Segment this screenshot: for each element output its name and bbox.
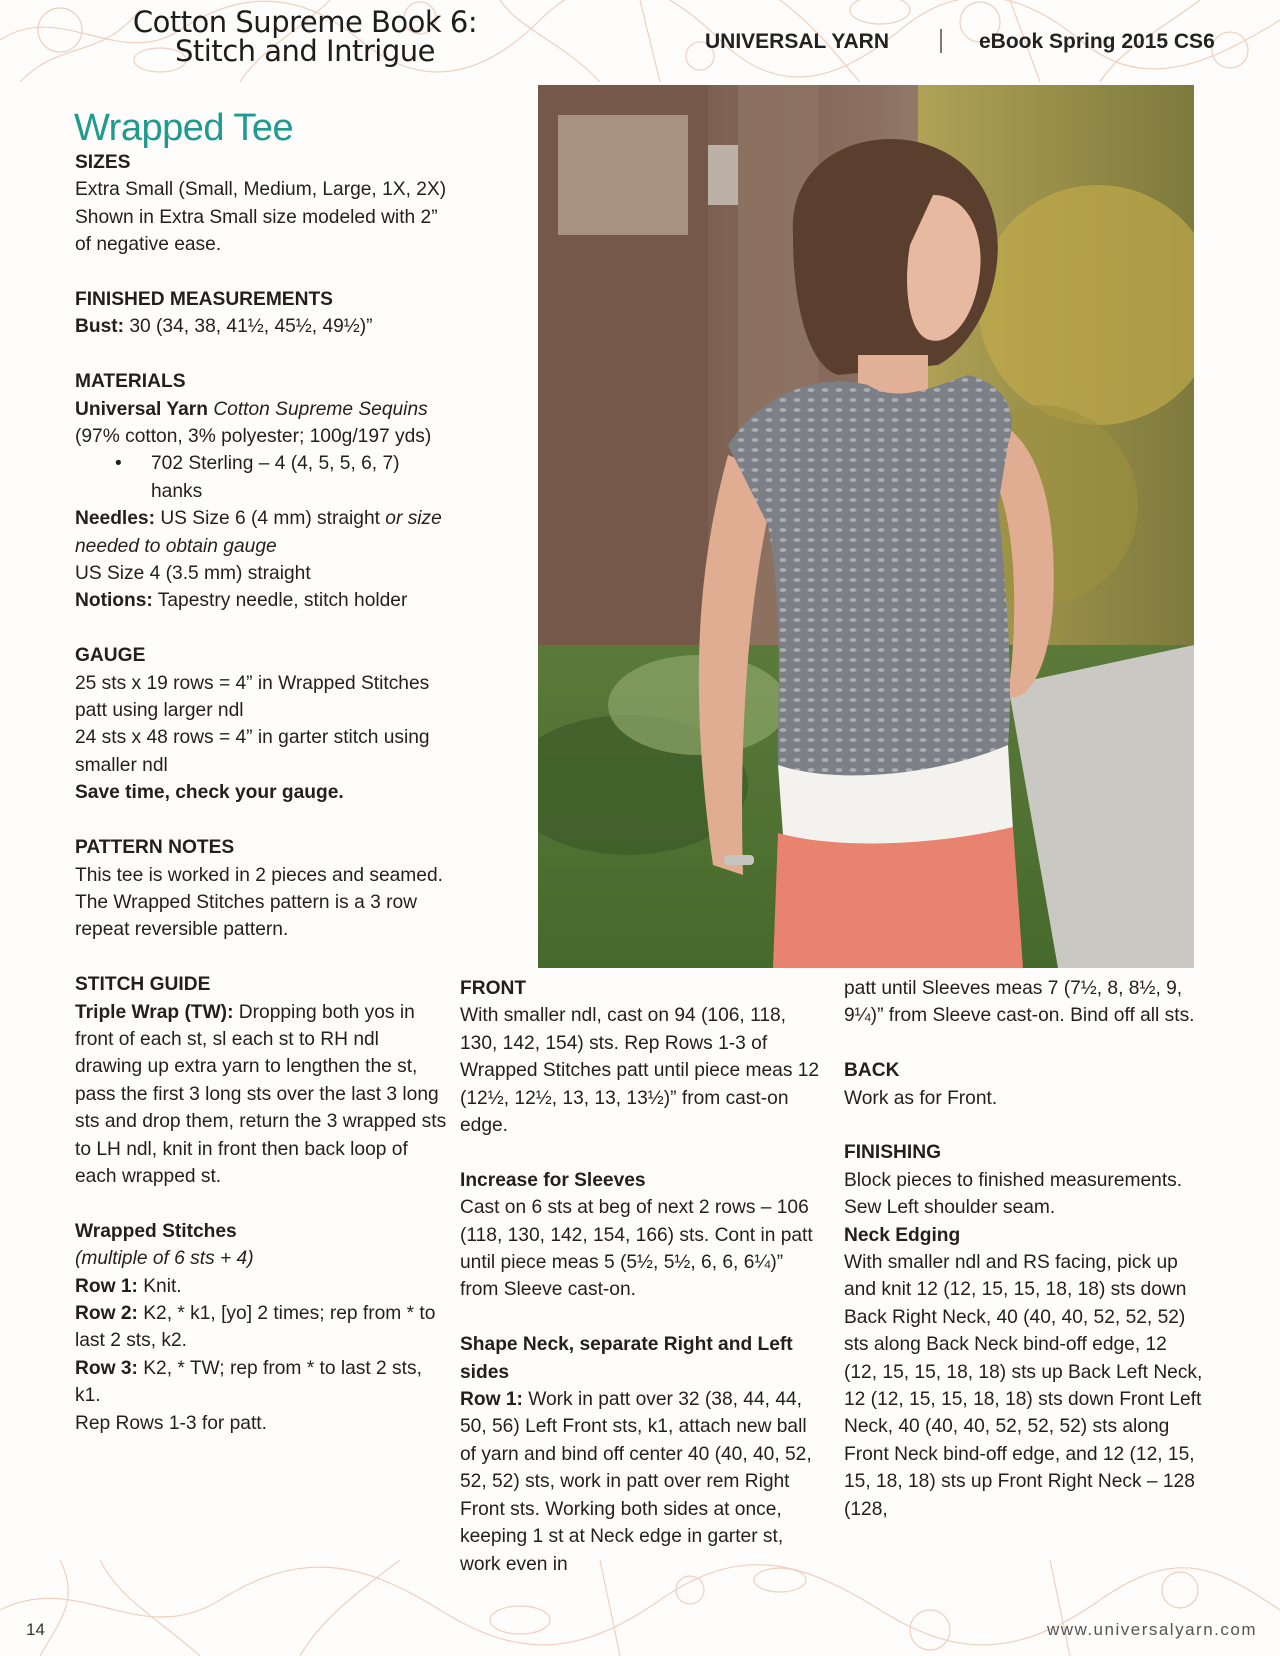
back-heading: BACK (844, 1060, 900, 1082)
website-link[interactable]: www.universalyarn.com (1046, 1620, 1257, 1639)
needles-value: US Size 6 (4 mm) straight (154, 508, 386, 530)
row-label: Row 2: (75, 1302, 138, 1324)
repeat-instruction: Rep Rows 1-3 for patt. (75, 1412, 267, 1434)
shape-neck-heading: Shape Neck, separate Right and Left sides (460, 1334, 793, 1383)
stitch-guide-section (75, 971, 450, 1190)
needles-secondary: US Size 4 (3.5 mm) straight (75, 563, 311, 585)
sleeves-text: Cast on 6 sts at beg of next 2 rows – 106 (118, 130, 142, 154, 166) sts. Cont in patt until piece meas 5 (5½, 5½, 6, 6, 6¼)” from Sleeve cast-on. (460, 1197, 813, 1301)
back-section (844, 1057, 1204, 1112)
pattern-title: Wrapped Tee (74, 107, 294, 150)
stitch-multiple-text: (multiple of 6 sts + 4) (75, 1248, 254, 1270)
finishing-heading: FINISHING (844, 1142, 942, 1164)
yarn-fiber: (97% cotton, 3% polyester; 100g/197 yds) (75, 426, 432, 448)
yarn-color-item (75, 450, 450, 505)
page-number: 14 (26, 1620, 45, 1639)
sleeves-heading: Increase for Sleeves (460, 1169, 646, 1191)
brand-name: UNIVERSAL YARN (705, 30, 889, 53)
wrapped-stitches-section (75, 1218, 450, 1437)
needles-gauge-note: or size needed to obtain gauge (75, 508, 442, 557)
book-title-line1: Cotton Supreme Book 6: (132, 5, 478, 39)
yarn-brand: Universal Yarn (75, 398, 208, 420)
model-photo (538, 85, 1194, 968)
notions-info (75, 587, 450, 614)
edition-label: eBook Spring 2015 CS6 (979, 30, 1215, 53)
row-label: Row 1: (75, 1275, 138, 1297)
neck-edging-heading: Neck Edging (844, 1224, 961, 1246)
row-text: Knit. (137, 1275, 182, 1297)
row-text: K2, * TW; rep from * to last 2 sts, k1. (75, 1357, 422, 1407)
pattern-row-1 (75, 1273, 450, 1300)
front-section (460, 975, 820, 1139)
finished-heading: FINISHED MEASUREMENTS (75, 289, 333, 311)
row-label: Row 1: (460, 1389, 523, 1411)
row-label: Row 3: (75, 1357, 138, 1379)
header-divider (940, 29, 942, 53)
sizes-list: Extra Small (Small, Medium, Large, 1X, 2X) (75, 179, 447, 201)
shape-neck-continued: patt until Sleeves meas 7 (7½, 8, 8½, 9, 9¼)” from Sleeve cast-on. Bind off all sts. (844, 978, 1195, 1027)
bullet-icon: • (115, 453, 122, 475)
gauge-reminder: Save time, check your gauge. (75, 782, 344, 804)
model-photo-illustration (538, 85, 1194, 968)
pattern-notes-heading: PATTERN NOTES (75, 837, 235, 859)
sleeves-section (460, 1167, 820, 1304)
needles-info (75, 505, 450, 560)
row-text: K2, * k1, [yo] 2 times; rep from * to last 2 sts, k2. (75, 1302, 436, 1352)
finishing-section (844, 1139, 1204, 1523)
stitch-guide-heading: STITCH GUIDE (75, 974, 211, 996)
materials-heading: MATERIALS (75, 371, 186, 393)
needles-label: Needles: (75, 508, 155, 530)
neck-edging-text: With smaller ndl and RS facing, pick up and knit 12 (12, 15, 15, 18, 18) sts down Back Right Neck, 40 (40, 40, 52, 52, 52) sts along Back Neck bind-off edge, 12 (12, 15, 15, 18, 18) sts up Back Left Neck, 12 (12, 15, 15, 18, 18) sts down Front Left Neck, 40 (40, 40, 52, 52, 52) sts along Front Neck bind-off edge, and 12 (12, 15, 15, 18, 18) sts up Front Right Neck – 128 (128, (844, 1252, 1203, 1520)
shape-neck-section (460, 1331, 820, 1578)
finished-measurements-section (75, 286, 450, 341)
sizes-section (75, 149, 450, 259)
wrapped-stitches-heading: Wrapped Stitches (75, 1220, 237, 1242)
gauge-line-1: 25 sts x 19 rows = 4” in Wrapped Stitches patt using larger ndl (75, 672, 430, 722)
shape-neck-row-1 (460, 1386, 820, 1578)
notions-label: Notions: (75, 590, 153, 612)
yarn-name: Cotton Supreme Sequins (207, 398, 428, 420)
book-title-line2: Stitch and Intrigue (175, 34, 435, 68)
front-text: With smaller ndl, cast on 94 (106, 118, 130, 142, 154) sts. Rep Rows 1-3 of Wrapped Stitches patt until piece meas 12 (12½, 12½, 13, 13, 13½)” from cast-on edge. (460, 1005, 820, 1137)
column-1 (75, 149, 450, 1437)
column-2 (460, 975, 820, 1578)
column-3 (844, 975, 1204, 1523)
finishing-text: Block pieces to finished measurements. Sew Left shoulder seam. (844, 1169, 1183, 1219)
triple-wrap-definition (75, 999, 450, 1191)
gauge-line-2: 24 sts x 48 rows = 4” in garter stitch using smaller ndl (75, 727, 430, 776)
row-text: Work in patt over 32 (38, 44, 44, 50, 56) Left Front sts, k1, attach new ball of yarn and bind off center 40 (40, 40, 52, 52, 52) sts, work in patt over rem Right Front sts. Working both sides at once, keeping 1 st at Neck edge in garter st, work even in (460, 1389, 812, 1575)
stitch-multiple (75, 1245, 450, 1272)
sizes-shown-note: Shown in Extra Small size modeled with 2” of negative ease. (75, 206, 438, 256)
book-title (110, 5, 500, 68)
gauge-section (75, 642, 450, 806)
sizes-heading: SIZES (75, 152, 131, 173)
pattern-row-2 (75, 1300, 450, 1355)
pattern-notes-section (75, 834, 450, 944)
gauge-heading: GAUGE (75, 645, 146, 667)
pattern-row-3 (75, 1355, 450, 1410)
triple-wrap-label: Triple Wrap (TW): (75, 1001, 234, 1023)
yarn-color-amount: 702 Sterling – 4 (4, 5, 5, 6, 7) hanks (151, 453, 400, 502)
materials-section (75, 368, 450, 615)
back-text: Work as for Front. (844, 1087, 998, 1109)
bust-measurement (75, 313, 450, 340)
triple-wrap-text: Dropping both yos in front of each st, sl each st to RH ndl drawing up extra yarn to lengthen the st, pass the first 3 long sts over the last 3 long sts and drop them, return the 3 wrapped sts to LH ndl, knit in front then back loop of each wrapped st. (75, 1001, 447, 1187)
yarn-description (75, 396, 450, 451)
bust-value: 30 (34, 38, 41½, 45½, 49½)” (124, 316, 373, 338)
front-heading: FRONT (460, 978, 527, 999)
bust-label: Bust: (75, 316, 125, 338)
notions-value: Tapestry needle, stitch holder (152, 590, 408, 612)
pattern-notes-text: This tee is worked in 2 pieces and seamed. The Wrapped Stitches pattern is a 3 row repeat reversible pattern. (75, 864, 443, 941)
